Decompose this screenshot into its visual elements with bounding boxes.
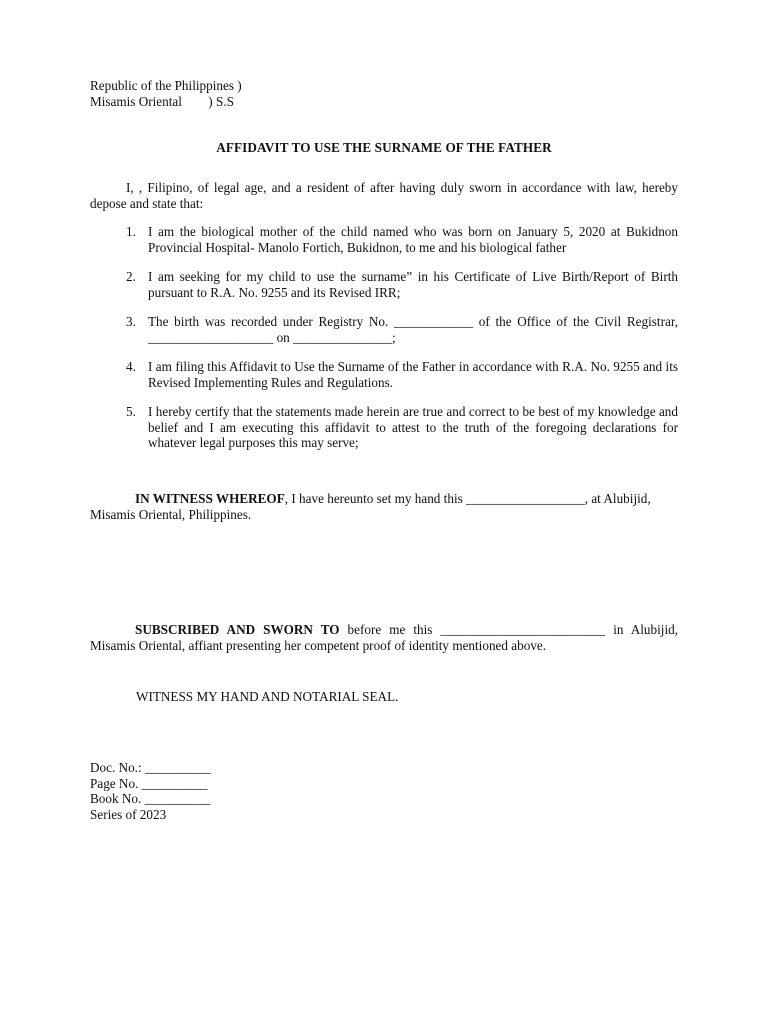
venue-province: Misamis Oriental ) S.S [90,93,234,109]
witness-paragraph [90,491,678,522]
document-title: AFFIDAVIT TO USE THE SURNAME OF THE FATHER [216,140,552,155]
notarial-seal-line: WITNESS MY HAND AND NOTARIAL SEAL. [136,689,399,704]
item-text: I am the biological mother of the child named who was born on January 5, 2020 at Bukidnon Provincial Hospital- Manolo Fortich, Bukidnon, to me and his biological father [148,224,678,255]
jurat-text: before me this _________________________ in Alubijid, Misamis Oriental, affiant presenting her competent proof of identity mentioned above. [90,622,678,653]
statement-list [90,224,678,465]
item-number: 5. [126,404,136,419]
item-text: I hereby certify that the statements made herein are true and correct to be best of my knowledge and belief and I am executing this affidavit to attest to the truth of the foregoing declarations for whatever legal purposes this may serve; [148,404,678,450]
item-text: The birth was recorded under Registry No. ____________ of the Office of the Civil Registrar, ___________________ on _______________; [148,314,678,345]
list-item [90,224,678,255]
page-number: Page No. __________ [90,775,208,791]
item-number: 1. [126,224,136,239]
list-item [90,269,678,300]
item-number: 3. [126,314,136,329]
venue-block [90,78,242,109]
book-number: Book No. __________ [90,791,211,806]
series-year: Series of 2023 [90,806,167,822]
jurat-paragraph [90,622,678,653]
list-item [90,404,678,451]
item-number: 4. [126,359,136,374]
doc-number: Doc. No.: __________ [90,760,211,775]
intro-paragraph: I, , Filipino, of legal age, and a resident of after having duly sworn in accordance with law, hereby depose and state that: [90,180,678,211]
item-text: I am filing this Affidavit to Use the Surname of the Father in accordance with R.A. No. 9255 and its Revised Implementing Rules and Regulations. [148,359,678,390]
item-text: I am seeking for my child to use the surname” in his Certificate of Live Birth/Report of Birth pursuant to R.A. No. 9255 and its Revised IRR; [148,269,678,300]
witness-heading: IN WITNESS WHEREOF [135,491,285,506]
witness-text: , I have hereunto set my hand this __________________, at Alubijid, Misamis Oriental, Philippines. [90,491,651,522]
venue-country: Republic of the Philippines ) [90,78,242,93]
jurat-heading: SUBSCRIBED AND SWORN TO [135,622,340,637]
list-item [90,314,678,345]
notarial-ledger [90,760,211,822]
item-number: 2. [126,269,136,284]
list-item [90,359,678,390]
